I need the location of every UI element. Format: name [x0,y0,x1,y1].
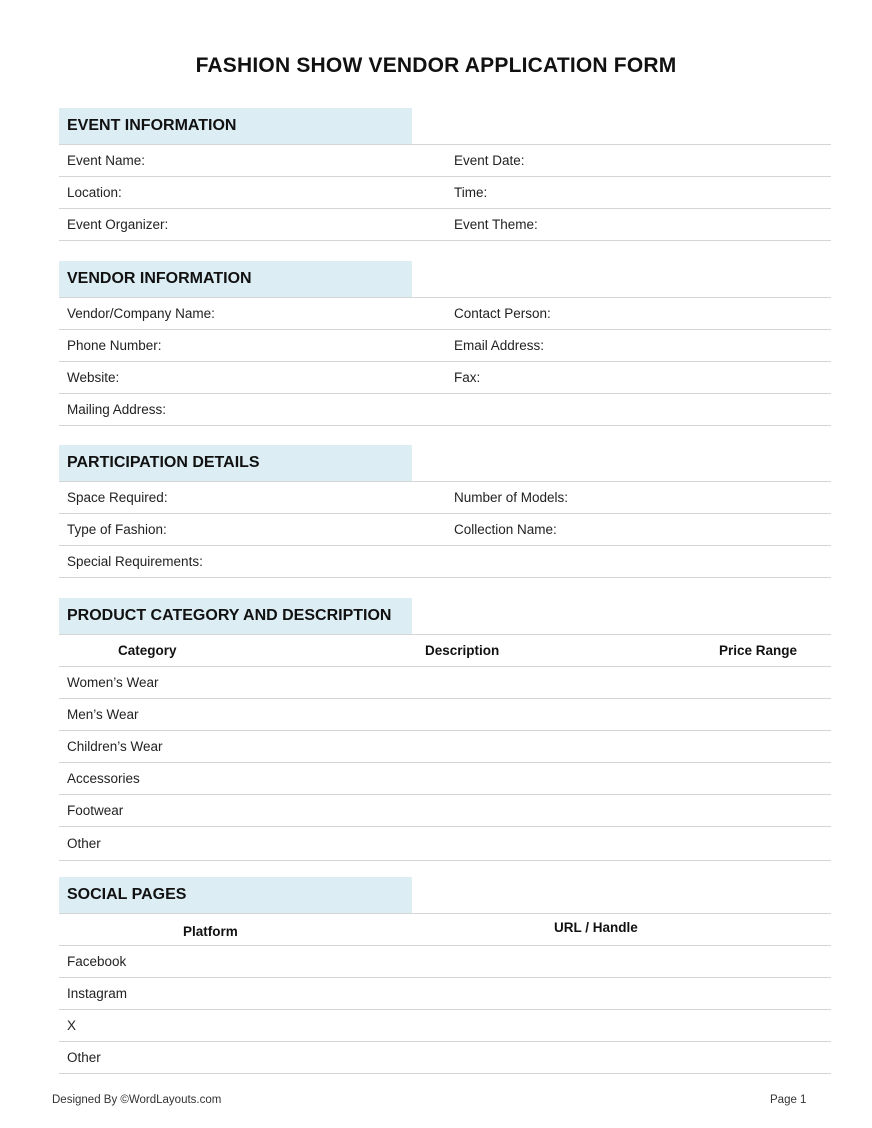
form-row [59,394,831,426]
table-row[interactable] [59,795,831,827]
section-header [59,261,831,298]
event-organizer-field[interactable]: Event Organizer: [67,217,169,232]
participation-details-section [59,445,831,578]
type-of-fashion-field[interactable]: Type of Fashion: [67,522,167,537]
mailing-address-field[interactable]: Mailing Address: [67,402,167,417]
platform-label: Facebook [67,954,127,969]
column-header-description: Description [425,643,500,658]
table-row[interactable] [59,763,831,795]
table-row[interactable] [59,946,831,978]
fax-field[interactable]: Fax: [454,370,481,385]
section-header [59,598,831,635]
event-information-section [59,108,831,241]
section-title: EVENT INFORMATION [59,108,412,144]
platform-label: Other [67,1050,101,1065]
event-name-field[interactable]: Event Name: [67,153,146,168]
category-label: Women’s Wear [67,675,159,690]
table-row[interactable] [59,667,831,699]
platform-label: X [67,1018,77,1033]
form-row [59,546,831,578]
social-pages-section [59,877,831,1074]
collection-name-field[interactable]: Collection Name: [454,522,557,537]
number-of-models-field[interactable]: Number of Models: [454,490,569,505]
section-header [59,445,831,482]
form-row [59,145,831,177]
table-row[interactable] [59,827,831,861]
form-row [59,177,831,209]
location-field[interactable]: Location: [67,185,122,200]
company-name-field[interactable]: Vendor/Company Name: [67,306,215,321]
email-address-field[interactable]: Email Address: [454,338,545,353]
contact-person-field[interactable]: Contact Person: [454,306,551,321]
event-theme-field[interactable]: Event Theme: [454,217,538,232]
table-header [59,914,831,946]
section-title: SOCIAL PAGES [59,877,412,913]
table-row[interactable] [59,978,831,1010]
table-row[interactable] [59,1010,831,1042]
form-row [59,330,831,362]
phone-number-field[interactable]: Phone Number: [67,338,162,353]
category-label: Men’s Wear [67,707,139,722]
table-header [59,635,831,667]
column-header-price-range: Price Range [719,643,798,658]
form-row [59,362,831,394]
table-row[interactable] [59,1042,831,1074]
form-row [59,482,831,514]
section-title: PRODUCT CATEGORY AND DESCRIPTION [59,598,412,634]
product-category-section [59,598,831,861]
category-label: Children’s Wear [67,739,163,754]
form-row [59,298,831,330]
page-number: Page 1 [770,1094,807,1106]
table-row[interactable] [59,731,831,763]
vendor-information-section [59,261,831,426]
website-field[interactable]: Website: [67,370,120,385]
column-header-platform: Platform [183,924,238,939]
form-title: FASHION SHOW VENDOR APPLICATION FORM [195,54,677,77]
section-title: PARTICIPATION DETAILS [59,445,412,481]
section-title: VENDOR INFORMATION [59,261,412,297]
column-header-category: Category [118,643,177,658]
category-label: Accessories [67,771,140,786]
category-label: Footwear [67,803,124,818]
special-requirements-field[interactable]: Special Requirements: [67,554,203,569]
section-header [59,108,831,145]
table-row[interactable] [59,699,831,731]
category-label: Other [67,836,101,851]
section-header [59,877,831,914]
time-field[interactable]: Time: [454,185,488,200]
space-required-field[interactable]: Space Required: [67,490,168,505]
event-date-field[interactable]: Event Date: [454,153,525,168]
form-row [59,209,831,241]
platform-label: Instagram [67,986,128,1001]
form-row [59,514,831,546]
footer-credit: Designed By ©WordLayouts.com [52,1094,222,1106]
column-header-url-handle: URL / Handle [554,920,638,935]
